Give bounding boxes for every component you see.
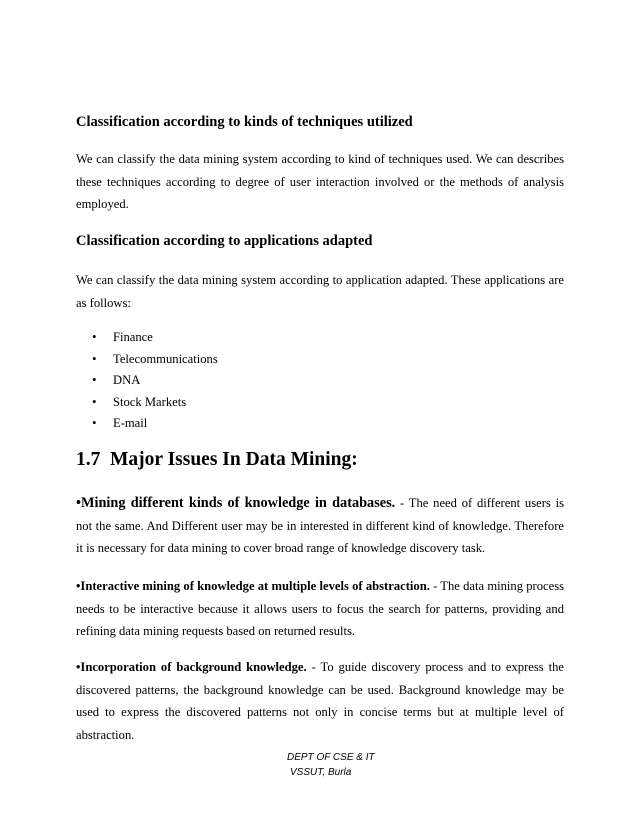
text-line <box>76 575 564 598</box>
text-line <box>76 492 564 515</box>
chapter-number: 1.7 <box>76 449 101 470</box>
applications-list <box>92 326 218 434</box>
issue-text: - To guide discovery process and to express the <box>306 660 564 674</box>
footer-line: VSSUT, Burla <box>290 767 352 778</box>
text-line: employed. <box>76 197 129 211</box>
section-heading-techniques: Classification according to kinds of techniques utilized <box>76 114 413 130</box>
text-line: refining data mining requests based on returned results. <box>76 624 356 638</box>
issue-text: - The need of different users is <box>395 496 564 510</box>
text-line: abstraction. <box>76 727 135 742</box>
text-line: used to express the discovered patterns not only in concise terms but at multiple level of <box>76 705 564 719</box>
list-item <box>92 412 218 434</box>
chapter-title: Major Issues In Data Mining: <box>110 449 358 470</box>
issue-lead: Incorporation of background knowledge. <box>80 660 307 674</box>
page-footer <box>287 750 375 780</box>
list-item <box>92 391 218 413</box>
paragraph-applications <box>76 269 564 314</box>
text-line: as follows: <box>76 295 131 310</box>
issue-text: - The data mining process <box>429 579 565 593</box>
list-item-label: Finance <box>113 330 153 344</box>
bullet-icon: • <box>92 350 97 366</box>
bullet-icon: • <box>76 579 81 593</box>
list-item-label: E-mail <box>113 416 148 431</box>
text-line: We can classify the data mining system according to kind of techniques used. We can describes <box>76 152 564 166</box>
list-item <box>92 369 218 391</box>
text-line: not the same. And Different user may be in interested in different kind of knowledge. Therefore <box>76 518 564 533</box>
list-item <box>92 326 218 348</box>
footer-line: DEPT OF CSE & IT <box>287 752 375 763</box>
issue-paragraph-1 <box>76 492 564 560</box>
list-item-label: DNA <box>113 373 141 388</box>
bullet-icon: • <box>92 415 97 431</box>
bullet-icon: • <box>76 660 81 674</box>
bullet-icon: • <box>76 495 82 511</box>
paragraph-techniques <box>76 148 564 216</box>
issue-lead: Interactive mining of knowledge at multiple levels of abstraction. <box>80 579 430 593</box>
text-line: discovered patterns, the background knowledge can be used. Background knowledge may be <box>76 682 564 697</box>
text-line: needs to be interactive because it allows users to focus the search for patterns, providing and <box>76 601 564 616</box>
list-item <box>92 348 218 370</box>
text-line <box>76 656 564 679</box>
issue-paragraph-2 <box>76 575 564 643</box>
chapter-heading <box>76 449 358 471</box>
list-item-label: Telecommunications <box>113 351 218 366</box>
list-item-label: Stock Markets <box>113 394 187 409</box>
section-heading-applications: Classification according to applications adapted <box>76 233 373 249</box>
text-line: it is necessary for data mining to cover broad range of knowledge discovery task. <box>76 541 486 555</box>
bullet-icon: • <box>92 393 97 409</box>
text-line: We can classify the data mining system according to application adapted. These applications are <box>76 273 564 287</box>
issue-lead: Mining different kinds of knowledge in databases. <box>81 495 396 511</box>
bullet-icon: • <box>92 329 97 344</box>
bullet-icon: • <box>92 372 97 388</box>
text-line: these techniques according to degree of user interaction involved or the methods of analysis <box>76 174 564 189</box>
issue-paragraph-3 <box>76 656 564 746</box>
